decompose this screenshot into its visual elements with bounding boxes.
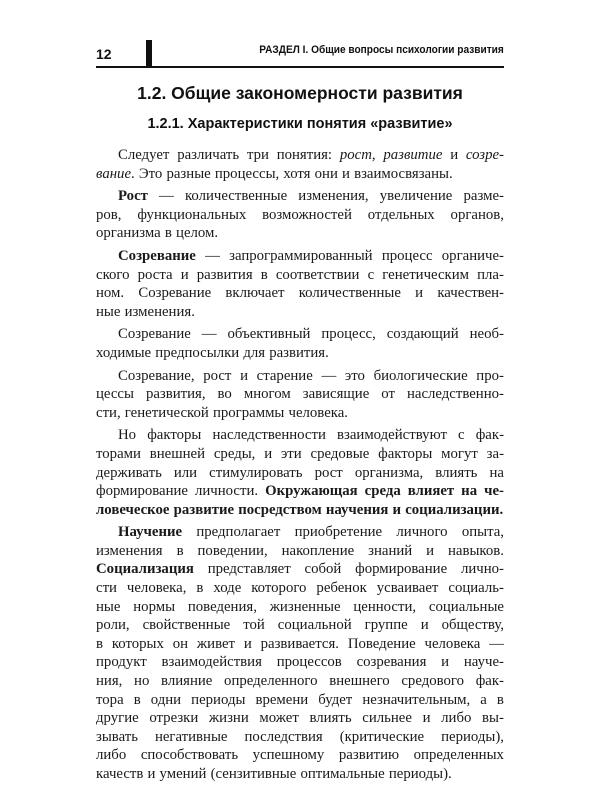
- word: че-: [484, 483, 504, 500]
- word: это: [344, 367, 365, 384]
- word: в: [496, 691, 504, 708]
- word: усваивает: [376, 580, 439, 597]
- word: внешнего: [329, 673, 390, 690]
- text-line: [96, 523, 504, 542]
- word: развитие: [173, 501, 235, 518]
- text-line: [96, 206, 504, 225]
- word: рост: [203, 367, 232, 384]
- word: отдельных: [367, 206, 435, 223]
- word: объективный: [227, 326, 311, 343]
- word: развития,: [145, 386, 206, 403]
- word: развития: [196, 266, 253, 283]
- word: приобретение: [294, 524, 383, 541]
- word: процессы,: [214, 165, 280, 182]
- word: органиче-: [441, 247, 504, 264]
- word: продукт: [96, 654, 147, 671]
- word: программы: [212, 404, 285, 421]
- word: рост,: [339, 147, 376, 163]
- word: предпосылки: [155, 344, 240, 361]
- word: в: [196, 580, 204, 597]
- word: старение: [256, 367, 313, 384]
- word: на: [461, 483, 478, 500]
- text-line: [96, 560, 504, 579]
- running-header: [96, 40, 504, 68]
- text-line: [96, 765, 504, 784]
- word: и: [441, 654, 450, 671]
- paragraph: [96, 523, 504, 783]
- running-head-title: РАЗДЕЛ I. Общие вопросы психологии развития: [259, 44, 504, 56]
- word: ходимые: [96, 344, 152, 361]
- word: он: [172, 635, 189, 652]
- word: Следует: [118, 147, 170, 163]
- word: создающий: [386, 326, 459, 343]
- word: зывать: [96, 728, 138, 745]
- word: социализации.: [405, 501, 504, 518]
- word: Поведение: [347, 635, 416, 652]
- paragraph: [96, 426, 504, 519]
- paragraph: [96, 325, 504, 362]
- word: социальной: [277, 617, 352, 634]
- word: пла-: [477, 266, 504, 283]
- subsection-title: 1.2.1. Характеристики понятия «развитие»: [147, 116, 453, 132]
- word: а: [480, 691, 487, 708]
- text-line: [96, 266, 504, 285]
- word: и: [415, 285, 424, 302]
- text-line: [96, 325, 504, 344]
- word: (критические: [339, 728, 425, 745]
- text-line: [96, 187, 504, 206]
- word: с: [367, 266, 375, 283]
- word: разные: [166, 165, 211, 182]
- text-line: [96, 616, 504, 635]
- word: в: [260, 266, 268, 283]
- word: тора: [96, 691, 124, 708]
- text-line: [96, 284, 504, 303]
- paragraph: [96, 367, 504, 423]
- word: периоды),: [441, 728, 504, 745]
- word: роста: [137, 266, 173, 283]
- word: и: [180, 266, 189, 283]
- section-title: 1.2. Общие закономерности развития: [137, 83, 463, 103]
- word: поведении,: [197, 542, 268, 559]
- word: держивать: [96, 464, 162, 481]
- word: наследственно-: [406, 386, 504, 403]
- word: —: [201, 326, 217, 343]
- word: сильнее: [362, 710, 412, 727]
- word: органов,: [450, 206, 504, 223]
- word: средовые: [310, 445, 370, 462]
- word: жизни: [208, 710, 249, 727]
- text-line: [96, 426, 504, 445]
- word: развивается.: [260, 635, 339, 652]
- word: —: [321, 367, 337, 384]
- text-line: [96, 691, 504, 710]
- word: —: [159, 188, 174, 205]
- text-line: [96, 653, 504, 672]
- word: необ-: [469, 326, 504, 343]
- word: различать: [177, 147, 240, 163]
- word: взаимодействуют: [337, 427, 447, 444]
- word: накопление: [281, 542, 355, 559]
- word: умений: [159, 766, 207, 782]
- text-line: [96, 247, 504, 266]
- word: количественные: [298, 285, 401, 302]
- text-line: [96, 709, 504, 728]
- word: во: [217, 386, 232, 403]
- word: личного: [396, 524, 448, 541]
- word: обществу,: [441, 617, 504, 634]
- word: факторы: [378, 445, 433, 462]
- page-number: 12: [96, 46, 112, 62]
- word: процессов: [276, 654, 342, 671]
- word: запрограммированный: [229, 247, 373, 264]
- word: и: [264, 445, 273, 462]
- word: Окружающая: [265, 483, 358, 500]
- text-line: [96, 445, 504, 464]
- word: внешней: [149, 445, 206, 462]
- word: последствия: [244, 728, 323, 745]
- word: опыта,: [461, 524, 504, 541]
- word: ловеческое: [96, 501, 170, 518]
- text-line: [96, 385, 504, 404]
- word: развитие: [383, 147, 443, 163]
- word: навыков.: [448, 542, 504, 559]
- word: влиять: [309, 710, 352, 727]
- word: функциональных: [137, 206, 247, 223]
- word: которого: [251, 580, 307, 597]
- page-body: [96, 74, 504, 788]
- word: может: [259, 710, 299, 727]
- paragraph: [96, 187, 504, 243]
- word: созре-: [465, 147, 504, 163]
- word: рост: [314, 464, 343, 481]
- word: они: [314, 165, 338, 182]
- word: созревания: [356, 654, 427, 671]
- text-line: [96, 367, 504, 386]
- word: с: [458, 427, 465, 444]
- word: фак-: [475, 673, 504, 690]
- word: которых: [111, 635, 164, 652]
- word: организма,: [354, 464, 424, 481]
- word: количественные: [184, 188, 288, 205]
- word: формирование: [355, 561, 448, 578]
- word: или: [173, 464, 198, 481]
- text-line: [96, 728, 504, 747]
- word: Но: [118, 427, 137, 444]
- word: периоды: [191, 691, 246, 708]
- word: и: [342, 165, 350, 182]
- text-line: [96, 482, 504, 501]
- word: многом: [243, 386, 291, 403]
- word: времени: [255, 691, 309, 708]
- word: личности.: [195, 483, 259, 500]
- text-line: [96, 746, 504, 765]
- word: взаимосвязаны.: [354, 165, 453, 182]
- text-line: [96, 165, 504, 184]
- word: развитию: [338, 747, 400, 764]
- word: ров,: [96, 206, 122, 223]
- word: целом.: [176, 225, 219, 242]
- word: ребенок: [316, 580, 367, 597]
- word: жизненные: [269, 598, 341, 615]
- word: собой: [304, 561, 342, 578]
- word: живет: [196, 635, 235, 652]
- word: от: [381, 386, 395, 403]
- word: роли,: [96, 617, 130, 634]
- word: цессы: [96, 386, 134, 403]
- word: факторы: [147, 427, 202, 444]
- word: влияние: [161, 673, 213, 690]
- word: другие: [96, 710, 139, 727]
- word: изменения.: [124, 303, 195, 320]
- word: в: [176, 542, 184, 559]
- text-line: [96, 224, 504, 243]
- text-line: [96, 344, 504, 363]
- word: свойственные: [142, 617, 231, 634]
- text-line: [96, 672, 504, 691]
- word: определенного: [224, 673, 318, 690]
- word: формирование: [96, 483, 189, 500]
- body-text: [96, 146, 504, 788]
- word: способствовать: [140, 747, 239, 764]
- word: и: [147, 766, 156, 782]
- word: изменения: [96, 542, 163, 559]
- word: взаимодействия: [161, 654, 262, 671]
- header-rule-bar: [146, 40, 152, 66]
- word: Социализация: [96, 561, 194, 578]
- text-line: [96, 635, 504, 654]
- word: сти: [96, 580, 117, 597]
- word: науче-: [463, 654, 504, 671]
- word: Научение: [118, 524, 183, 541]
- word: качеств: [96, 766, 144, 782]
- word: сти,: [96, 404, 121, 421]
- text-line: [96, 303, 504, 322]
- word: в: [164, 225, 172, 242]
- word: изменения,: [298, 188, 369, 205]
- word: знаний: [368, 542, 413, 559]
- text-line: [96, 579, 504, 598]
- word: группе: [364, 617, 408, 634]
- word: на: [489, 464, 504, 481]
- word: либо: [96, 747, 127, 764]
- word: наследственности: [212, 427, 326, 444]
- word: но: [134, 673, 150, 690]
- word: посредством: [238, 501, 322, 518]
- word: влияет: [407, 483, 455, 500]
- word: социальные: [428, 598, 504, 615]
- word: научения: [325, 501, 389, 518]
- word: негативные: [154, 728, 228, 745]
- word: и: [243, 635, 252, 652]
- word: в: [133, 691, 141, 708]
- word: человека.: [288, 404, 349, 421]
- word: периоды).: [388, 766, 452, 782]
- word: лично-: [460, 561, 504, 578]
- word: и: [392, 501, 402, 518]
- text-line: [96, 404, 504, 423]
- word: Рост: [118, 188, 148, 205]
- word: человека: [424, 635, 481, 652]
- word: либо: [441, 710, 472, 727]
- word: процесс,: [321, 326, 376, 343]
- word: возможностей: [262, 206, 352, 223]
- word: про-: [476, 367, 504, 384]
- word: включает: [225, 285, 285, 302]
- word: представляет: [207, 561, 291, 578]
- word: ные: [96, 598, 121, 615]
- word: разме-: [463, 188, 504, 205]
- word: процесс: [381, 247, 433, 264]
- word: нормы: [133, 598, 176, 615]
- word: —: [205, 247, 220, 264]
- word: генетическим: [382, 266, 469, 283]
- word: генетической: [124, 404, 209, 421]
- word: ходе: [213, 580, 242, 597]
- word: влиять: [435, 464, 478, 481]
- word: среда: [364, 483, 401, 500]
- text-line: [96, 598, 504, 617]
- word: поведения,: [187, 598, 257, 615]
- word: отрезки: [149, 710, 199, 727]
- word: ценности,: [353, 598, 417, 615]
- word: зависящие: [302, 386, 370, 403]
- word: увеличение: [379, 188, 453, 205]
- word: ные: [96, 303, 121, 320]
- word: определенных: [413, 747, 504, 764]
- word: и: [422, 710, 431, 727]
- word: развития.: [269, 344, 329, 361]
- word: Созревание,: [118, 367, 195, 384]
- word: среды,: [213, 445, 256, 462]
- word: и: [450, 147, 459, 163]
- word: —: [489, 635, 504, 652]
- word: (сензитивные: [210, 766, 297, 782]
- paragraph: [96, 146, 504, 183]
- word: фак-: [475, 427, 504, 444]
- text-line: [96, 146, 504, 165]
- word: Созревание: [138, 285, 212, 302]
- word: за-: [486, 445, 504, 462]
- word: для: [243, 344, 266, 361]
- word: три: [246, 147, 269, 163]
- word: хотя: [283, 165, 311, 182]
- word: и: [240, 367, 248, 384]
- word: оптимальные: [300, 766, 385, 782]
- word: человека,: [126, 580, 187, 597]
- text-line: [96, 464, 504, 483]
- text-line: [96, 501, 504, 520]
- word: качествен-: [437, 285, 504, 302]
- word: одни: [150, 691, 182, 708]
- word: могут: [441, 445, 478, 462]
- word: будет: [318, 691, 353, 708]
- paragraph-gap: [96, 784, 504, 788]
- word: незначительным,: [362, 691, 471, 708]
- word: понятия:: [276, 147, 333, 163]
- word: ном.: [96, 285, 125, 302]
- word: ского: [96, 266, 130, 283]
- word: Созревание: [118, 247, 196, 264]
- word: биологические: [373, 367, 468, 384]
- word: и: [420, 617, 429, 634]
- word: в: [96, 635, 103, 652]
- text-line: [96, 542, 504, 561]
- word: той: [243, 617, 265, 634]
- word: ния,: [96, 673, 123, 690]
- word: вание.: [96, 165, 135, 182]
- word: соответствии: [275, 266, 360, 283]
- word: предполагает: [196, 524, 281, 541]
- word: вы-: [482, 710, 504, 727]
- word: организма: [96, 225, 161, 242]
- word: торами: [96, 445, 141, 462]
- word: успешному: [252, 747, 325, 764]
- paragraph: [96, 247, 504, 321]
- word: социаль-: [448, 580, 504, 597]
- word: средового: [401, 673, 465, 690]
- word: Это: [138, 165, 163, 182]
- word: и: [426, 542, 435, 559]
- word: стимулировать: [209, 464, 303, 481]
- word: Созревание: [118, 326, 191, 343]
- word: эти: [280, 445, 302, 462]
